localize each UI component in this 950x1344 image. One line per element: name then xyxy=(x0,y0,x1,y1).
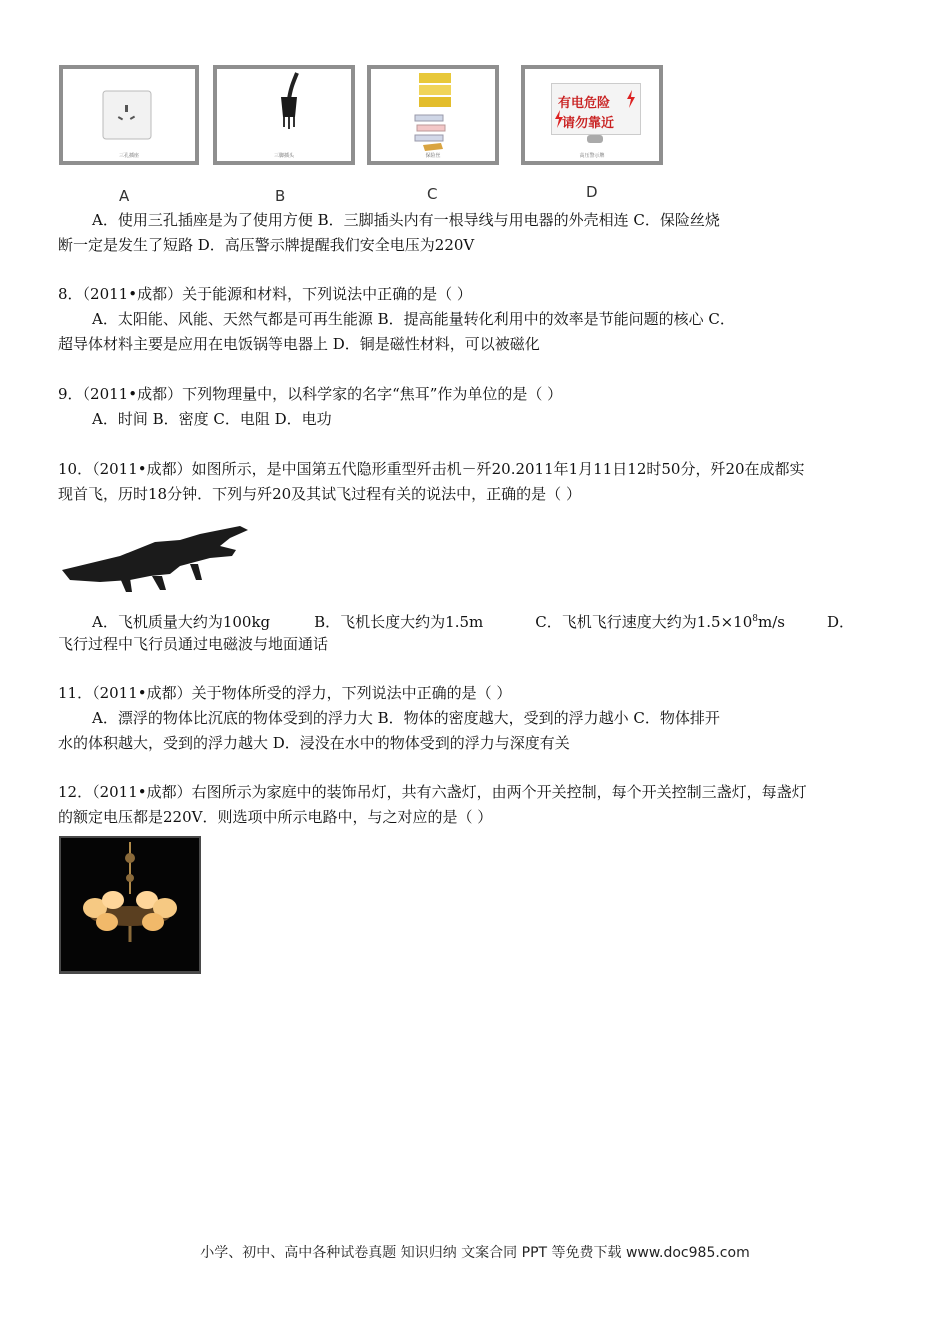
q8-options-line2: 超导体材料主要是应用在电饭锅等电器上 D．铜是磁性材料，可以被磁化 xyxy=(58,335,540,353)
fuse-illustration xyxy=(371,69,495,161)
figure-label-b: B xyxy=(275,187,286,205)
lightning-icon xyxy=(626,90,636,108)
figure-caption: 三脚插头 xyxy=(273,153,294,159)
figure-caption: 保险丝 xyxy=(425,153,441,159)
sign-text-line1: 有电危险 xyxy=(558,96,611,111)
plug-illustration xyxy=(217,69,351,161)
figure-label-d: D xyxy=(586,183,598,201)
figure-label-a: A xyxy=(119,187,130,205)
chandelier-illustration xyxy=(61,838,199,971)
figure-chandelier xyxy=(59,836,201,974)
q10-option-b: B．飞机长度大约为1.5m xyxy=(314,613,484,631)
warning-sign xyxy=(551,83,641,135)
q7-options-line2: 断一定是发生了短路 D．高压警示牌提醒我们安全电压为220V xyxy=(58,236,475,254)
sign-post xyxy=(587,135,603,143)
q7-options-line1: A．使用三孔插座是为了使用方便 B．三脚插头内有一根导线与用电器的外壳相连 C．保险丝烧 xyxy=(92,211,720,229)
figure-fuse xyxy=(367,65,499,165)
q10-options-line2: 飞行过程中飞行员通过电磁波与地面通话 xyxy=(58,635,329,653)
q10-option-a: A．飞机质量大约为100kg xyxy=(92,613,271,631)
figure-high-voltage-sign xyxy=(521,65,663,165)
figure-three-hole-socket xyxy=(59,65,199,165)
sign-text-line2: 请勿靠近 xyxy=(562,116,615,131)
socket-illustration xyxy=(63,69,195,161)
q12-stem-line1: 12．（2011•成都）右图所示为家庭中的装饰吊灯，共有六盏灯，由两个开关控制，每个开关控制三盏灯，每盏灯 xyxy=(58,783,807,801)
q10-stem-line2: 现首飞，历时18分钟．下列与歼20及其试飞过程有关的说法中，正确的是（ ） xyxy=(58,485,581,503)
page-footer: 小学、初中、高中各种试卷真题 知识归纳 文案合同 PPT 等免费下载 www.doc985.com xyxy=(200,1245,750,1261)
figure-caption: 三孔插座 xyxy=(118,153,139,159)
q10-options-line1 xyxy=(92,609,854,632)
q8-stem: 8．（2011•成都）关于能源和材料，下列说法中正确的是（ ） xyxy=(58,285,472,303)
q10-stem-line1: 10．（2011•成都）如图所示，是中国第五代隐形重型歼击机－歼20.2011年1月11日12时50分，歼20在成都实 xyxy=(58,460,805,478)
q9-options: A．时间 B．密度 C．电阻 D．电功 xyxy=(92,410,332,428)
figure-caption: 高压警示牌 xyxy=(579,153,605,159)
figure-three-pin-plug xyxy=(213,65,355,165)
q11-options-line1: A．漂浮的物体比沉底的物体受到的浮力大 B．物体的密度越大，受到的浮力越小 C．物体排开 xyxy=(92,709,720,727)
figure-label-c: C xyxy=(427,185,438,203)
q10-option-d-label: D． xyxy=(826,613,855,631)
q11-stem: 11．（2011•成都）关于物体所受的浮力，下列说法中正确的是（ ） xyxy=(58,684,512,702)
q8-options-line1: A．太阳能、风能、天然气都是可再生能源 B．提高能量转化利用中的效率是节能问题的核心 C． xyxy=(92,310,735,328)
figure-j20-fighter-jet xyxy=(60,520,250,596)
q10-option-c: C．飞机飞行速度大约为$1.5\times 10^8m/s$ xyxy=(535,613,785,631)
lightning-icon xyxy=(554,110,564,128)
q11-options-line2: 水的体积越大，受到的浮力越大 D．浸没在水中的物体受到的浮力与深度有关 xyxy=(58,734,570,752)
q12-stem-line2: 的额定电压都是220V．则选项中所示电路中，与之对应的是（ ） xyxy=(58,808,493,826)
q9-stem: 9．（2011•成都）下列物理量中，以科学家的名字“焦耳”作为单位的是（ ） xyxy=(58,385,563,403)
